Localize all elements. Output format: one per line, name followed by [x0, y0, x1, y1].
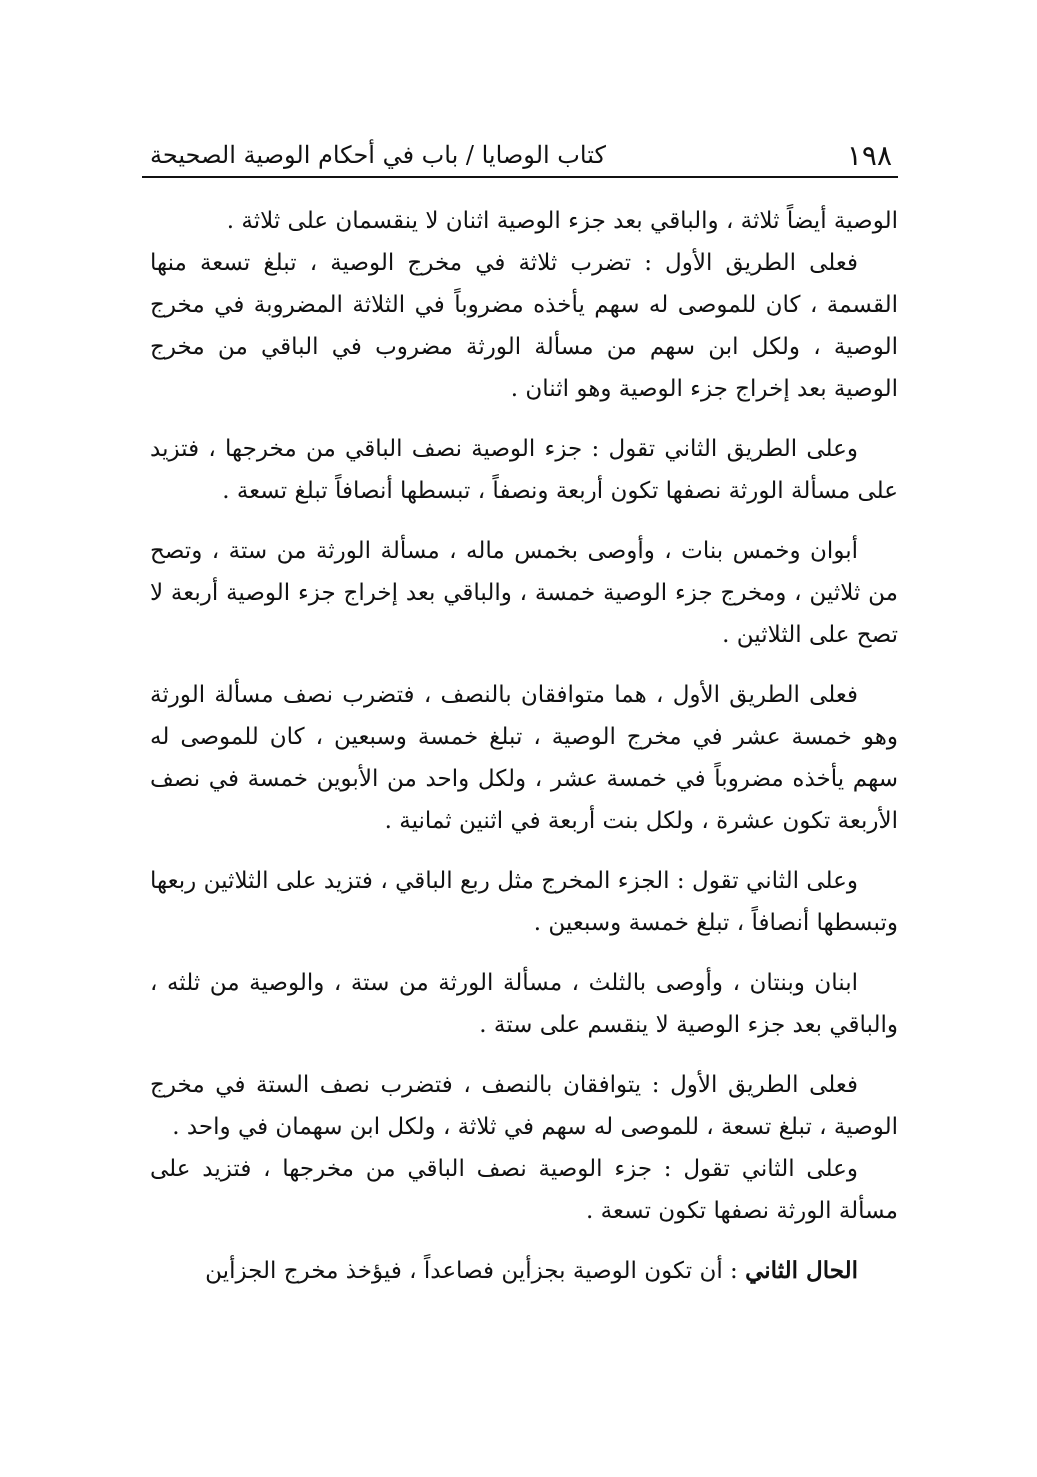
body-text — [150, 200, 898, 1292]
paragraph: وعلى الطريق الثاني تقول : جزء الوصية نصف الباقي من مخرجها ، فتزيد على مسألة الورثة نصفها تكون أربعة ونصفاً ، تبسطها أنصافاً تبلغ تسعة . — [150, 436, 898, 504]
page-number: ١٩٨ — [846, 139, 892, 172]
paragraph: فعلى الطريق الأول ، هما متوافقان بالنصف ، فتضرب نصف مسألة الورثة وهو خمسة عشر في مخرج الوصية ، تبلغ خمسة وسبعين ، كان للموصى له سهم يأخذه مضروباً في خمسة عشر ، ولكل واحد من الأبوين خمسة في نصف الأربعة تكون عشرة ، ولكل بنت أربعة في اثنين ثمانية . — [150, 682, 898, 834]
running-head: كتاب الوصايا / باب في أحكام الوصية الصحيحة — [150, 141, 606, 169]
final-paragraph — [150, 1250, 898, 1292]
header-rule — [142, 176, 898, 178]
paragraph: ابنان وبنتان ، وأوصى بالثلث ، مسألة الورثة من ستة ، والوصية من ثلثه ، والباقي بعد جزء الوصية لا ينقسم على ستة . — [150, 970, 898, 1038]
paragraph: وعلى الثاني تقول : جزء الوصية نصف الباقي من مخرجها ، فتزيد على مسألة الورثة نصفها تكون تسعة . — [150, 1156, 898, 1224]
paragraph: فعلى الطريق الأول : يتوافقان بالنصف ، فتضرب نصف الستة في مخرج الوصية ، تبلغ تسعة ، للموصى له سهم في ثلاثة ، ولكل ابن سهمان في واحد . — [150, 1072, 898, 1140]
page-header — [140, 135, 900, 175]
paragraph: وعلى الثاني تقول : الجزء المخرج مثل ربع الباقي ، فتزيد على الثلاثين ربعها وتبسطها أنصافاً ، تبلغ خمسة وسبعين . — [150, 868, 898, 936]
paragraph: أبوان وخمس بنات ، وأوصى بخمس ماله ، مسألة الورثة من ستة ، وتصح من ثلاثين ، ومخرج جزء الوصية خمسة ، والباقي بعد إخراج جزء الوصية أربعة لا تصح على الثلاثين . — [150, 538, 898, 648]
paragraph: فعلى الطريق الأول : تضرب ثلاثة في مخرج الوصية ، تبلغ تسعة منها القسمة ، كان للموصى له سهم يأخذه مضروباً في الثلاثة المضروبة في مخرج الوصية ، ولكل ابن سهم من مسألة الورثة مضروب في الباقي من مخرج الوصية بعد إخراج جزء الوصية وهو اثنان . — [150, 250, 898, 402]
section-term: الحال الثاني — [745, 1257, 858, 1284]
final-paragraph-text: : أن تكون الوصية بجزأين فصاعداً ، فيؤخذ مخرج الجزأين — [205, 1258, 746, 1284]
paragraph: الوصية أيضاً ثلاثة ، والباقي بعد جزء الوصية اثنان لا ينقسمان على ثلاثة . — [226, 208, 898, 234]
